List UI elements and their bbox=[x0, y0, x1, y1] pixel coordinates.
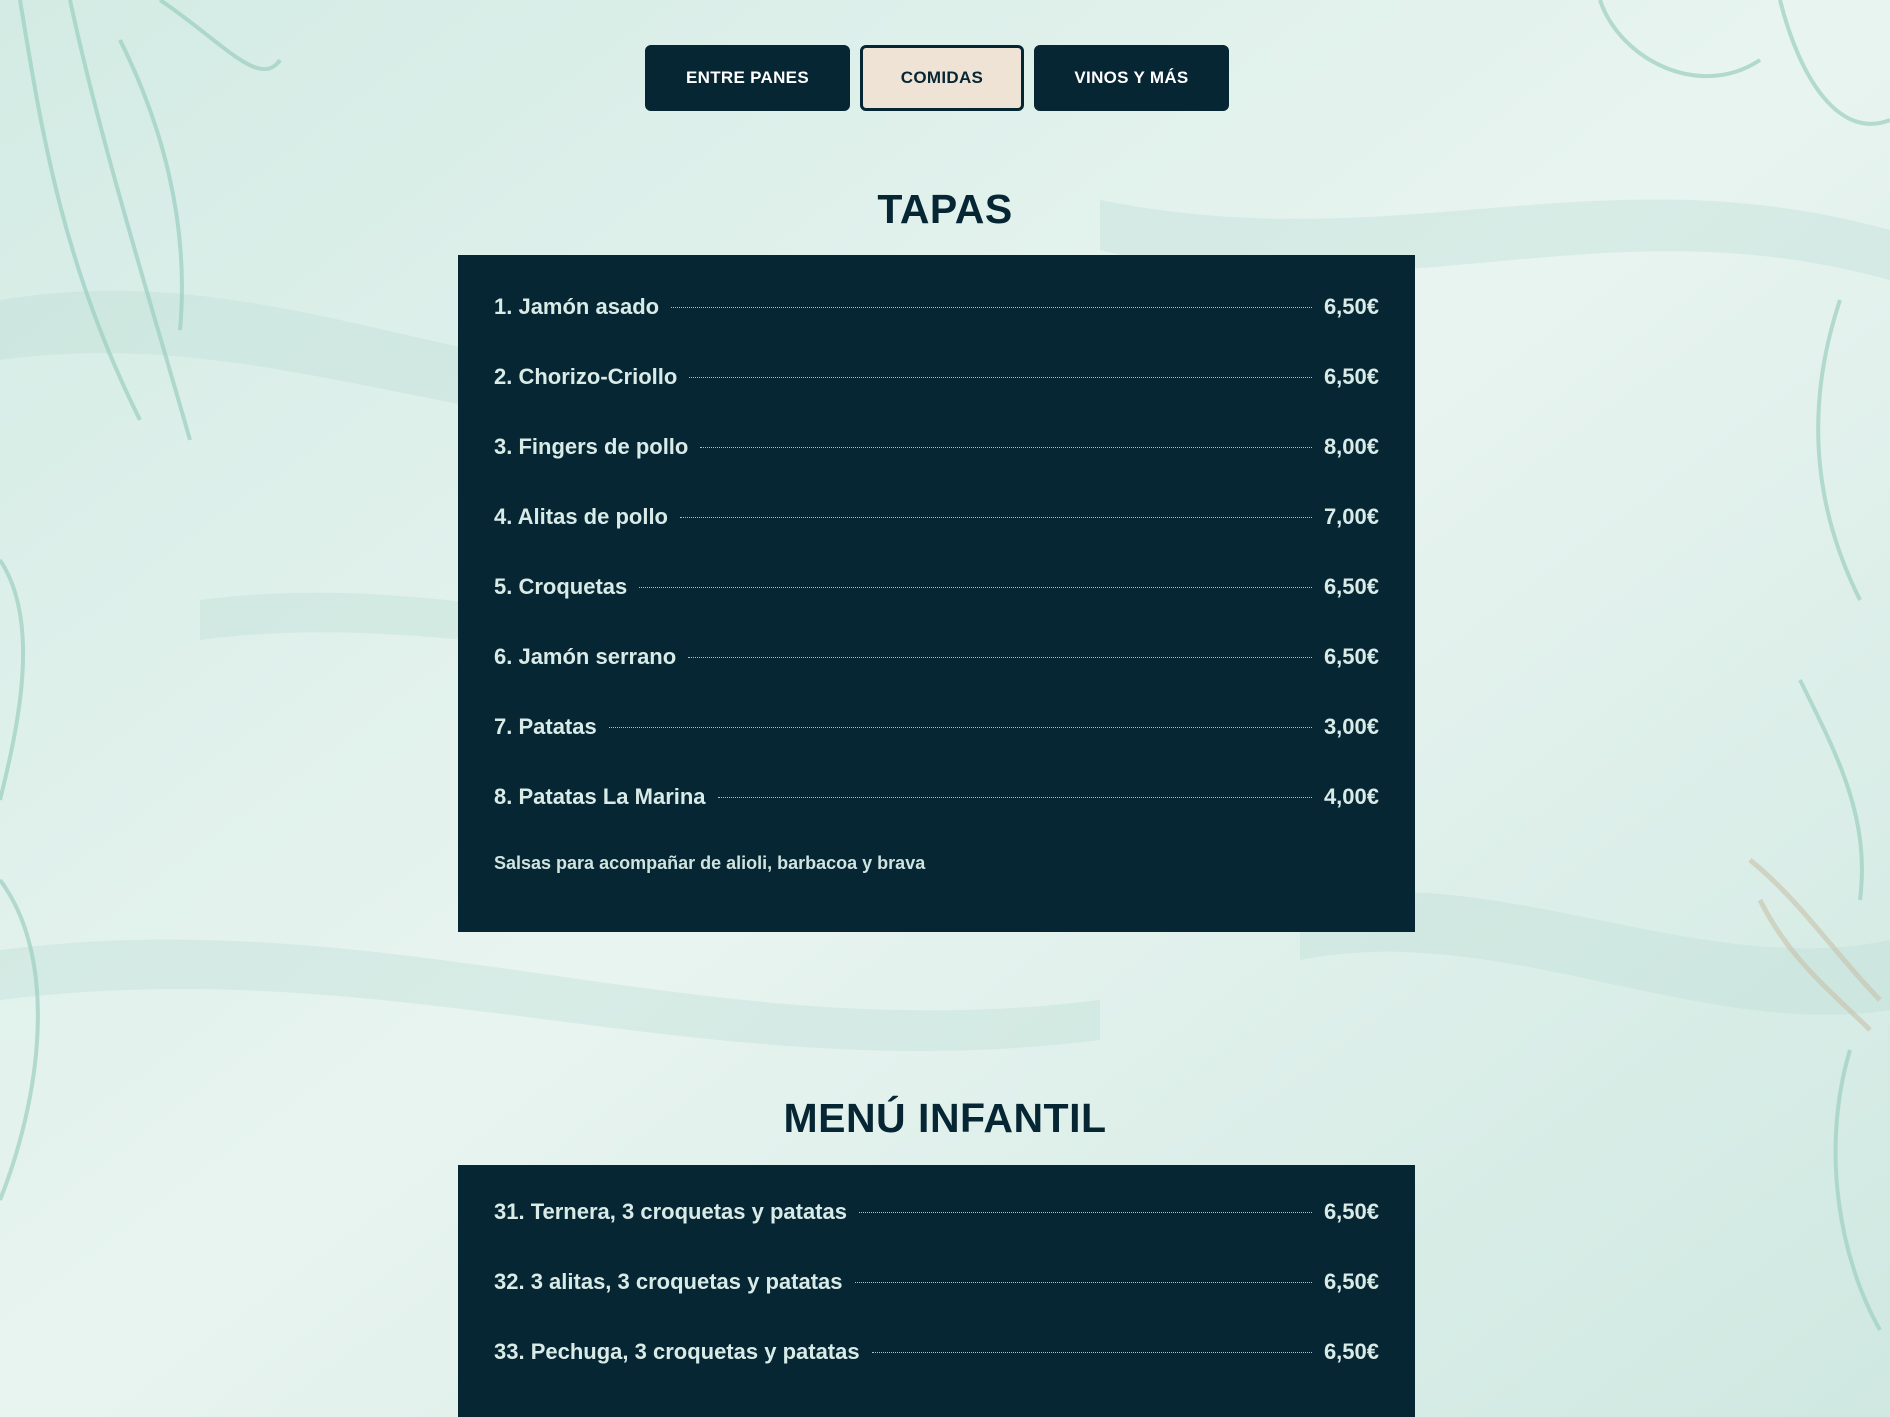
item-price: 6,50€ bbox=[1323, 1339, 1379, 1364]
dotted-leader bbox=[700, 447, 1312, 448]
item-price: 6,50€ bbox=[1323, 1199, 1379, 1224]
dotted-leader bbox=[855, 1282, 1312, 1283]
sauces-note: Salsas para acompañar de alioli, barbacoa y brava bbox=[494, 853, 926, 873]
item-name: 31. Ternera, 3 croquetas y patatas bbox=[494, 1199, 847, 1224]
item-price: 8,00€ bbox=[1323, 434, 1379, 459]
menu-tabs bbox=[0, 45, 1890, 111]
item-name: 6. Jamón serrano bbox=[494, 644, 677, 669]
section-title-tapas: TAPAS bbox=[877, 186, 1013, 232]
item-price: 4,00€ bbox=[1323, 784, 1379, 809]
item-name: 33. Pechuga, 3 croquetas y patatas bbox=[494, 1339, 860, 1364]
menu-item bbox=[494, 1197, 1379, 1227]
item-price: 7,00€ bbox=[1323, 504, 1379, 529]
section-title-menu-infantil: MENÚ INFANTIL bbox=[783, 1095, 1107, 1141]
menu-item bbox=[494, 432, 1379, 462]
dotted-leader bbox=[671, 307, 1312, 308]
item-price: 3,00€ bbox=[1323, 714, 1379, 739]
menu-card-infantil bbox=[458, 1165, 1415, 1417]
dotted-leader bbox=[859, 1212, 1312, 1213]
dotted-leader bbox=[718, 797, 1312, 798]
menu-item bbox=[494, 572, 1379, 602]
tab-comidas[interactable]: COMIDAS bbox=[860, 45, 1024, 111]
item-price: 6,50€ bbox=[1323, 294, 1379, 319]
item-name: 5. Croquetas bbox=[494, 574, 628, 599]
dotted-leader bbox=[609, 727, 1312, 728]
menu-card-tapas bbox=[458, 255, 1415, 932]
menu-item bbox=[494, 292, 1379, 322]
item-price: 6,50€ bbox=[1323, 574, 1379, 599]
tab-vinos-y-mas[interactable]: VINOS Y MÁS bbox=[1034, 45, 1229, 111]
dotted-leader bbox=[680, 517, 1312, 518]
dotted-leader bbox=[689, 377, 1312, 378]
dotted-leader bbox=[688, 657, 1312, 658]
menu-item bbox=[494, 782, 1379, 812]
menu-item bbox=[494, 712, 1379, 742]
item-name: 8. Patatas La Marina bbox=[494, 784, 706, 809]
menu-item bbox=[494, 362, 1379, 392]
item-name: 7. Patatas bbox=[494, 714, 597, 739]
menu-item bbox=[494, 502, 1379, 532]
item-price: 6,50€ bbox=[1323, 1269, 1379, 1294]
menu-item bbox=[494, 642, 1379, 672]
menu-item bbox=[494, 1267, 1379, 1297]
item-price: 6,50€ bbox=[1323, 364, 1379, 389]
item-name: 32. 3 alitas, 3 croquetas y patatas bbox=[494, 1269, 843, 1294]
menu-item bbox=[494, 1337, 1379, 1367]
item-price: 6,50€ bbox=[1323, 644, 1379, 669]
dotted-leader bbox=[872, 1352, 1312, 1353]
item-name: 2. Chorizo-Criollo bbox=[494, 364, 678, 389]
tab-entre-panes[interactable]: ENTRE PANES bbox=[645, 45, 850, 111]
item-name: 3. Fingers de pollo bbox=[494, 434, 689, 459]
item-name: 4. Alitas de pollo bbox=[494, 504, 668, 529]
item-name: 1. Jamón asado bbox=[494, 294, 660, 319]
dotted-leader bbox=[639, 587, 1312, 588]
